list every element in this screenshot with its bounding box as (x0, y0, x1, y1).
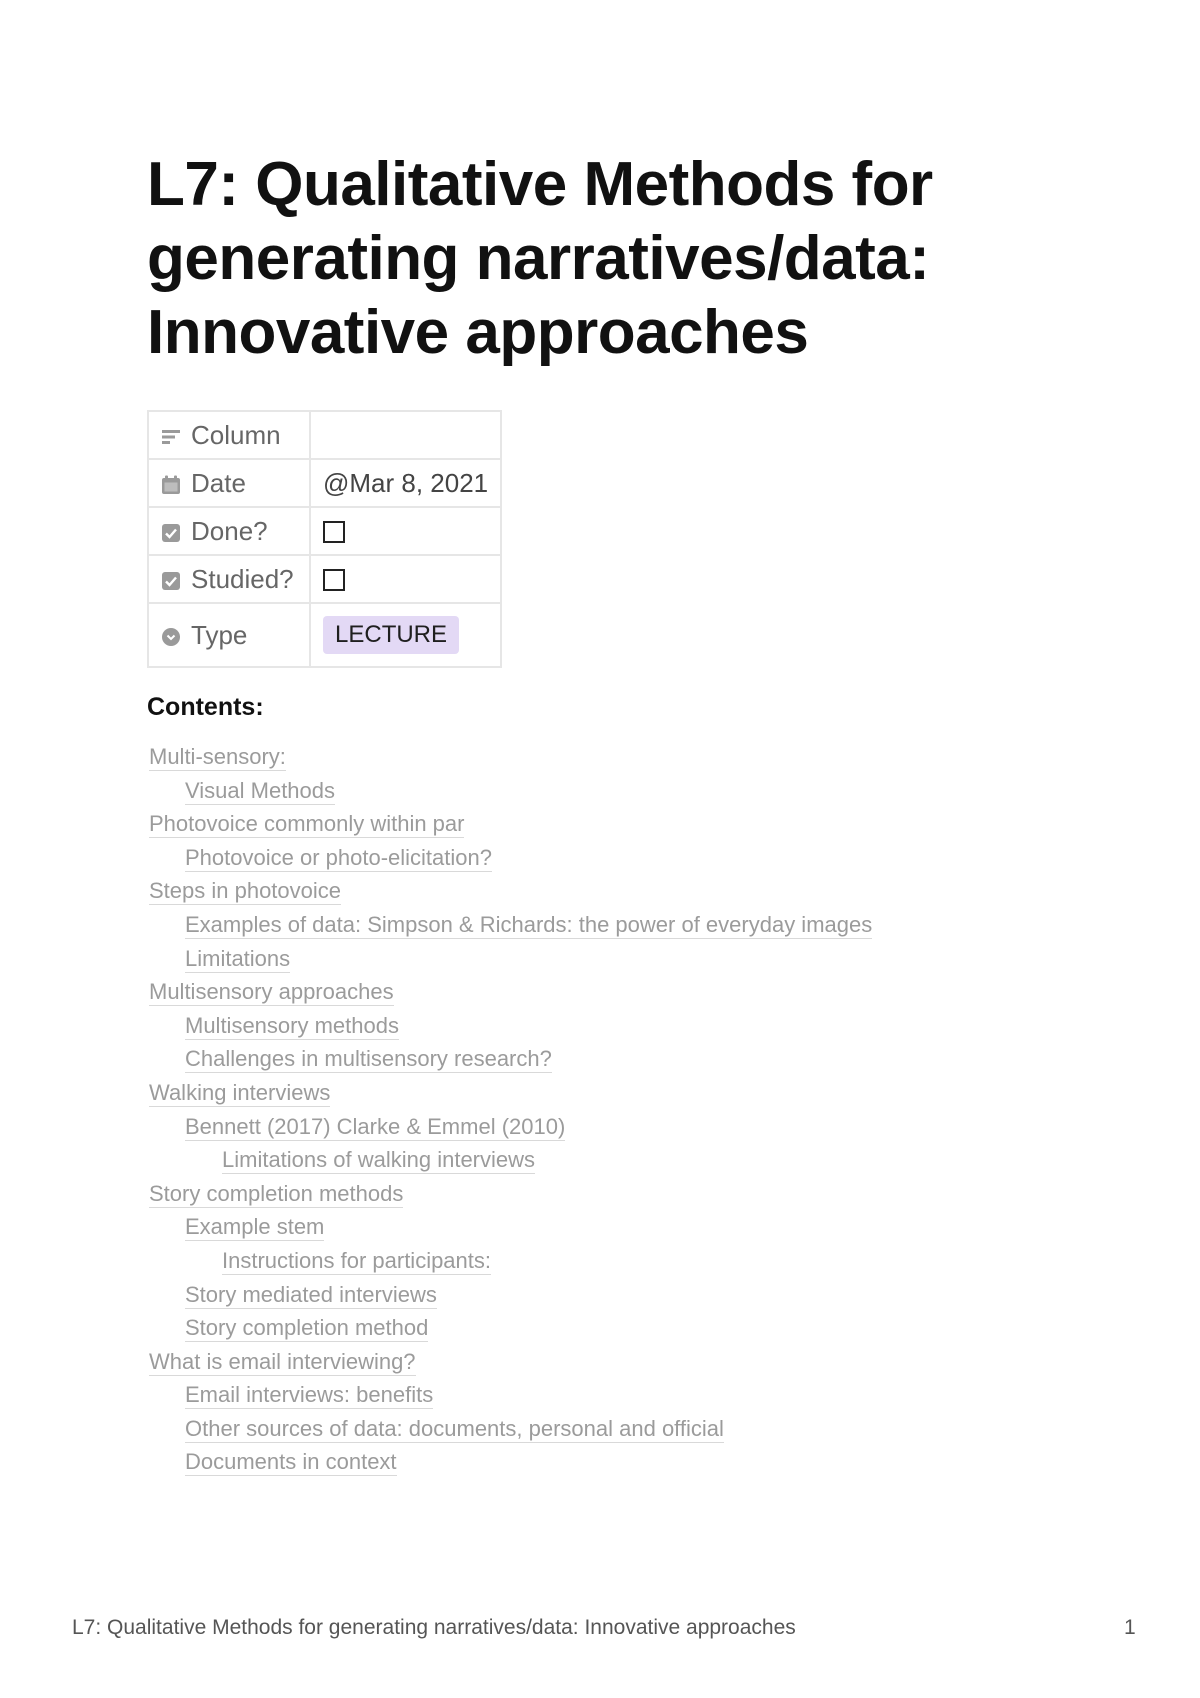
text-lines-icon (161, 427, 181, 447)
page-number: 1 (1124, 1616, 1136, 1639)
toc-link[interactable]: What is email interviewing? (149, 1348, 416, 1374)
contents-heading: Contents: (147, 693, 264, 721)
property-key (148, 603, 310, 667)
property-row-type (148, 603, 501, 667)
property-key (148, 507, 310, 555)
calendar-icon (161, 475, 181, 495)
property-row-date (148, 459, 501, 507)
toc-link[interactable]: Multisensory methods (185, 1012, 399, 1038)
toc-link[interactable]: Photovoice or photo-elicitation? (185, 844, 492, 870)
toc-link[interactable]: Story mediated interviews (185, 1281, 437, 1307)
property-value[interactable] (310, 411, 501, 459)
property-value (310, 603, 501, 667)
toc-link[interactable]: Documents in context (185, 1449, 397, 1475)
toc-link[interactable]: Multisensory approaches (149, 979, 394, 1005)
toc-item (149, 807, 872, 841)
property-value (310, 555, 501, 603)
toc-item (149, 1110, 872, 1144)
toc-item (149, 1378, 872, 1412)
toc-item (149, 908, 872, 942)
property-key (148, 459, 310, 507)
toc-item (149, 841, 872, 875)
toc-item (149, 942, 872, 976)
toc-item (149, 874, 872, 908)
toc-link[interactable]: Multi-sensory: (149, 744, 286, 769)
toc-link[interactable]: Examples of data: Simpson & Richards: the power of everyday images (185, 911, 873, 937)
toc-link[interactable]: Instructions for participants: (222, 1247, 492, 1273)
toc-item (149, 1177, 872, 1211)
toc-item (149, 1076, 872, 1110)
toc-item (149, 1311, 872, 1345)
select-dot-icon (161, 627, 181, 647)
property-key (148, 411, 310, 459)
toc-item (149, 1244, 872, 1278)
property-key (148, 555, 310, 603)
toc-link[interactable]: Example stem (185, 1214, 325, 1240)
property-row-done (148, 507, 501, 555)
toc-item (149, 740, 872, 774)
toc-item (149, 1345, 872, 1379)
footer-title: L7: Qualitative Methods for generating narratives/data: Innovative approaches (72, 1616, 796, 1639)
toc-link[interactable]: Challenges in multisensory research? (185, 1046, 552, 1072)
toc-link[interactable]: Limitations (185, 945, 291, 971)
toc-item (149, 1210, 872, 1244)
property-label: Column (191, 419, 281, 450)
page-title: L7: Qualitative Methods for generating narratives/data: Innovative approaches (147, 150, 933, 367)
toc-link[interactable]: Story completion methods (149, 1180, 404, 1206)
studied-checkbox[interactable] (323, 569, 345, 591)
toc-item (149, 774, 872, 808)
toc-link[interactable]: Steps in photovoice (149, 878, 342, 904)
type-tag[interactable]: LECTURE (323, 616, 459, 654)
property-label: Type (191, 619, 248, 650)
toc-item (149, 1143, 872, 1177)
toc-link[interactable]: Other sources of data: documents, personal and official (185, 1415, 724, 1441)
toc-link[interactable]: Email interviews: benefits (185, 1382, 434, 1408)
toc-item (149, 975, 872, 1009)
checkbox-icon (161, 571, 181, 591)
properties-table (147, 410, 502, 668)
toc-item (149, 1042, 872, 1076)
done-checkbox[interactable] (323, 521, 345, 543)
property-row-column (148, 411, 501, 459)
property-label: Date (191, 467, 246, 498)
property-value (310, 507, 501, 555)
toc-link[interactable]: Story completion method (185, 1315, 429, 1341)
property-row-studied (148, 555, 501, 603)
property-label: Done? (191, 515, 268, 546)
checkbox-icon (161, 523, 181, 543)
toc-link[interactable]: Bennett (2017) Clarke & Emmel (2010) (185, 1113, 566, 1139)
toc-item (149, 1278, 872, 1312)
toc-link[interactable]: Visual Methods (185, 777, 336, 803)
toc-item (149, 1412, 872, 1446)
toc-item (149, 1445, 872, 1479)
property-label: Studied? (191, 563, 294, 594)
toc-link[interactable]: Walking interviews (149, 1079, 331, 1105)
table-of-contents (149, 740, 872, 1479)
date-value[interactable]: @Mar 8, 2021 (310, 459, 501, 507)
toc-link[interactable]: Limitations of walking interviews (222, 1147, 536, 1173)
toc-item (149, 1009, 872, 1043)
toc-link[interactable]: Photovoice commonly within par (149, 811, 465, 837)
